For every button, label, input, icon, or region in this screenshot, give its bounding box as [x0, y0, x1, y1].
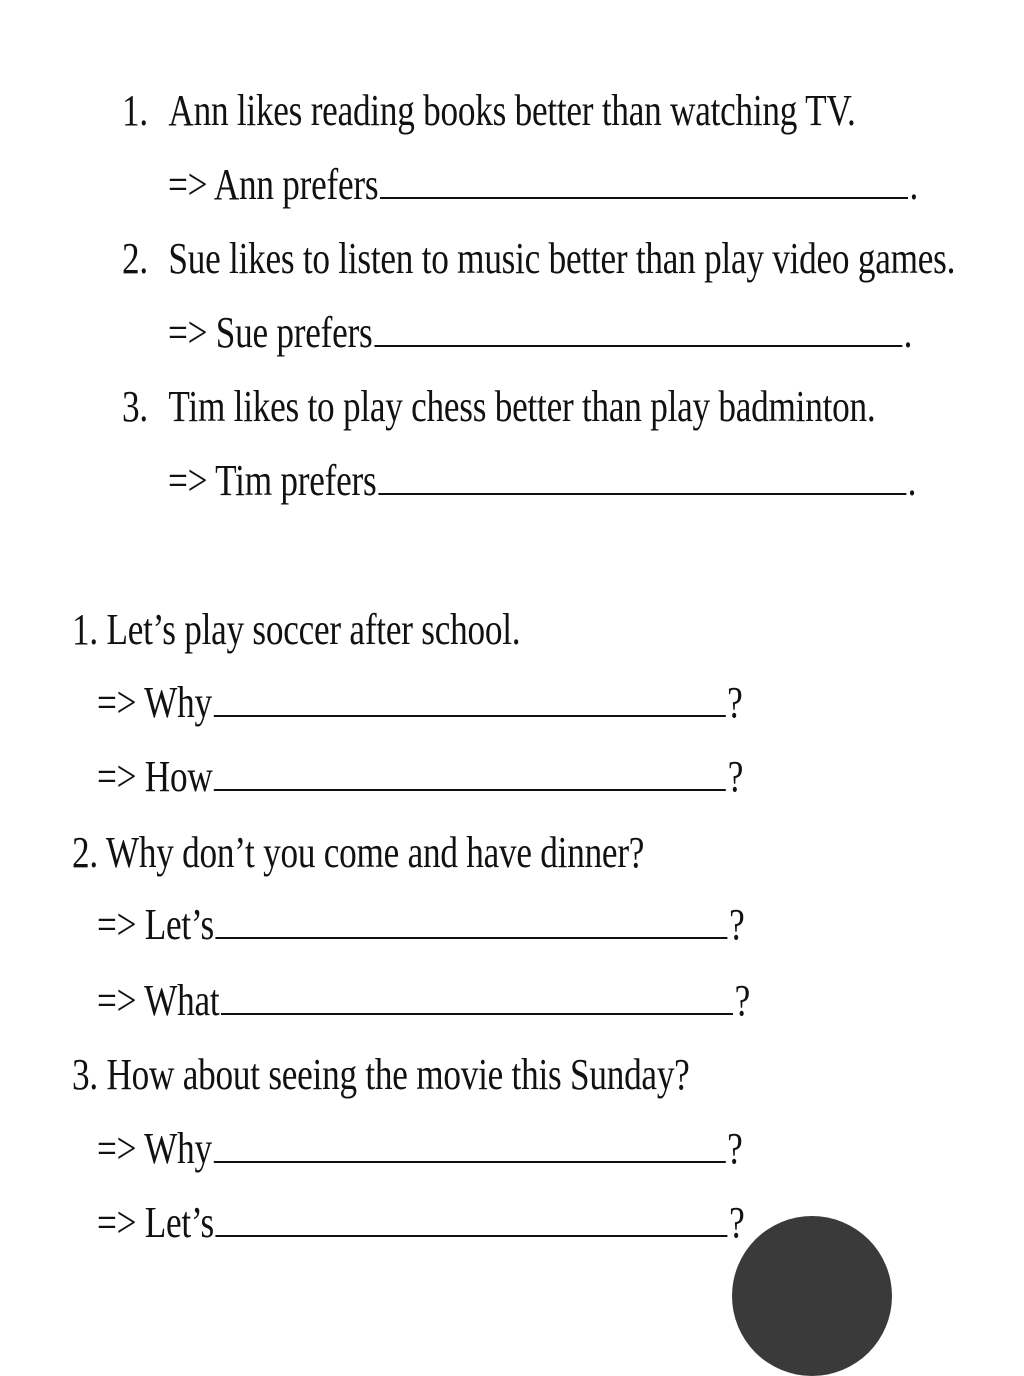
s2-q3-answer-2 — [97, 1196, 745, 1250]
s1-q2-sentence — [122, 232, 955, 286]
s2-q2-a1-prompt: => Let’s — [97, 900, 214, 949]
s1-q2-answer-line — [168, 306, 912, 360]
s2-q3-a2-prompt: => Let’s — [97, 1198, 214, 1247]
s2-q1-a1-blank[interactable] — [213, 679, 725, 717]
s1-q2-blank[interactable] — [374, 309, 902, 347]
s1-q1-answer-line — [168, 158, 918, 212]
s1-q1-sentence — [122, 84, 856, 138]
s1-q3-sentence — [122, 380, 875, 434]
s2-q1-a2-prompt: => How — [97, 752, 213, 801]
s1-q3-answer-line — [168, 454, 916, 508]
s1-q1-blank[interactable] — [380, 161, 908, 199]
s1-q3-text: Tim likes to play chess better than play badminton. — [168, 382, 876, 431]
s2-q1-a1-end: ? — [727, 678, 743, 727]
s2-q2-a1-end: ? — [729, 900, 745, 949]
s1-q1-prompt: => Ann prefers — [168, 160, 379, 209]
s2-q1-a1-prompt: => Why — [97, 678, 212, 727]
s1-q2-text: Sue likes to listen to music better than play video games. — [168, 234, 956, 283]
s1-q2-number: 2. — [122, 234, 148, 283]
s2-q2-a2-prompt: => What — [97, 976, 220, 1025]
s1-q3-end: . — [907, 456, 917, 505]
s2-q3-answer-1 — [97, 1122, 742, 1176]
s2-q2-a2-blank[interactable] — [221, 977, 733, 1015]
s1-q1-number: 1. — [122, 86, 148, 135]
s2-q1-sentence: 1. Let’s play soccer after school. — [72, 605, 521, 654]
s2-q3-a2-end: ? — [729, 1198, 745, 1247]
s2-q3-sentence: 3. How about seeing the movie this Sunday? — [72, 1050, 690, 1099]
s2-q3-a1-blank[interactable] — [213, 1125, 725, 1163]
s2-q3-a1-end: ? — [727, 1124, 743, 1173]
s2-q1-answer-1 — [97, 676, 742, 730]
s1-q3-prompt: => Tim prefers — [168, 456, 377, 505]
s1-q2-prompt: => Sue prefers — [168, 308, 373, 357]
s1-q3-number: 3. — [122, 382, 148, 431]
s2-q2-a1-blank[interactable] — [216, 901, 728, 939]
s1-q1-end: . — [909, 160, 919, 209]
s1-q1-text: Ann likes reading books better than watching TV. — [168, 86, 856, 135]
s1-q3-blank[interactable] — [378, 457, 906, 495]
s2-q1-a2-blank[interactable] — [214, 753, 726, 791]
s2-q2-answer-2 — [97, 974, 750, 1028]
s1-q2-end: . — [903, 308, 913, 357]
s2-q2-answer-1 — [97, 898, 745, 952]
s2-q2-a2-end: ? — [734, 976, 751, 1025]
s2-q1-a2-end: ? — [727, 752, 744, 801]
s2-q2-sentence: 2. Why don’t you come and have dinner? — [72, 828, 645, 877]
floating-action-button[interactable] — [732, 1216, 892, 1376]
s2-q3-a1-prompt: => Why — [97, 1124, 212, 1173]
s2-q1-answer-2 — [97, 750, 743, 804]
s2-q3-a2-blank[interactable] — [216, 1199, 728, 1237]
